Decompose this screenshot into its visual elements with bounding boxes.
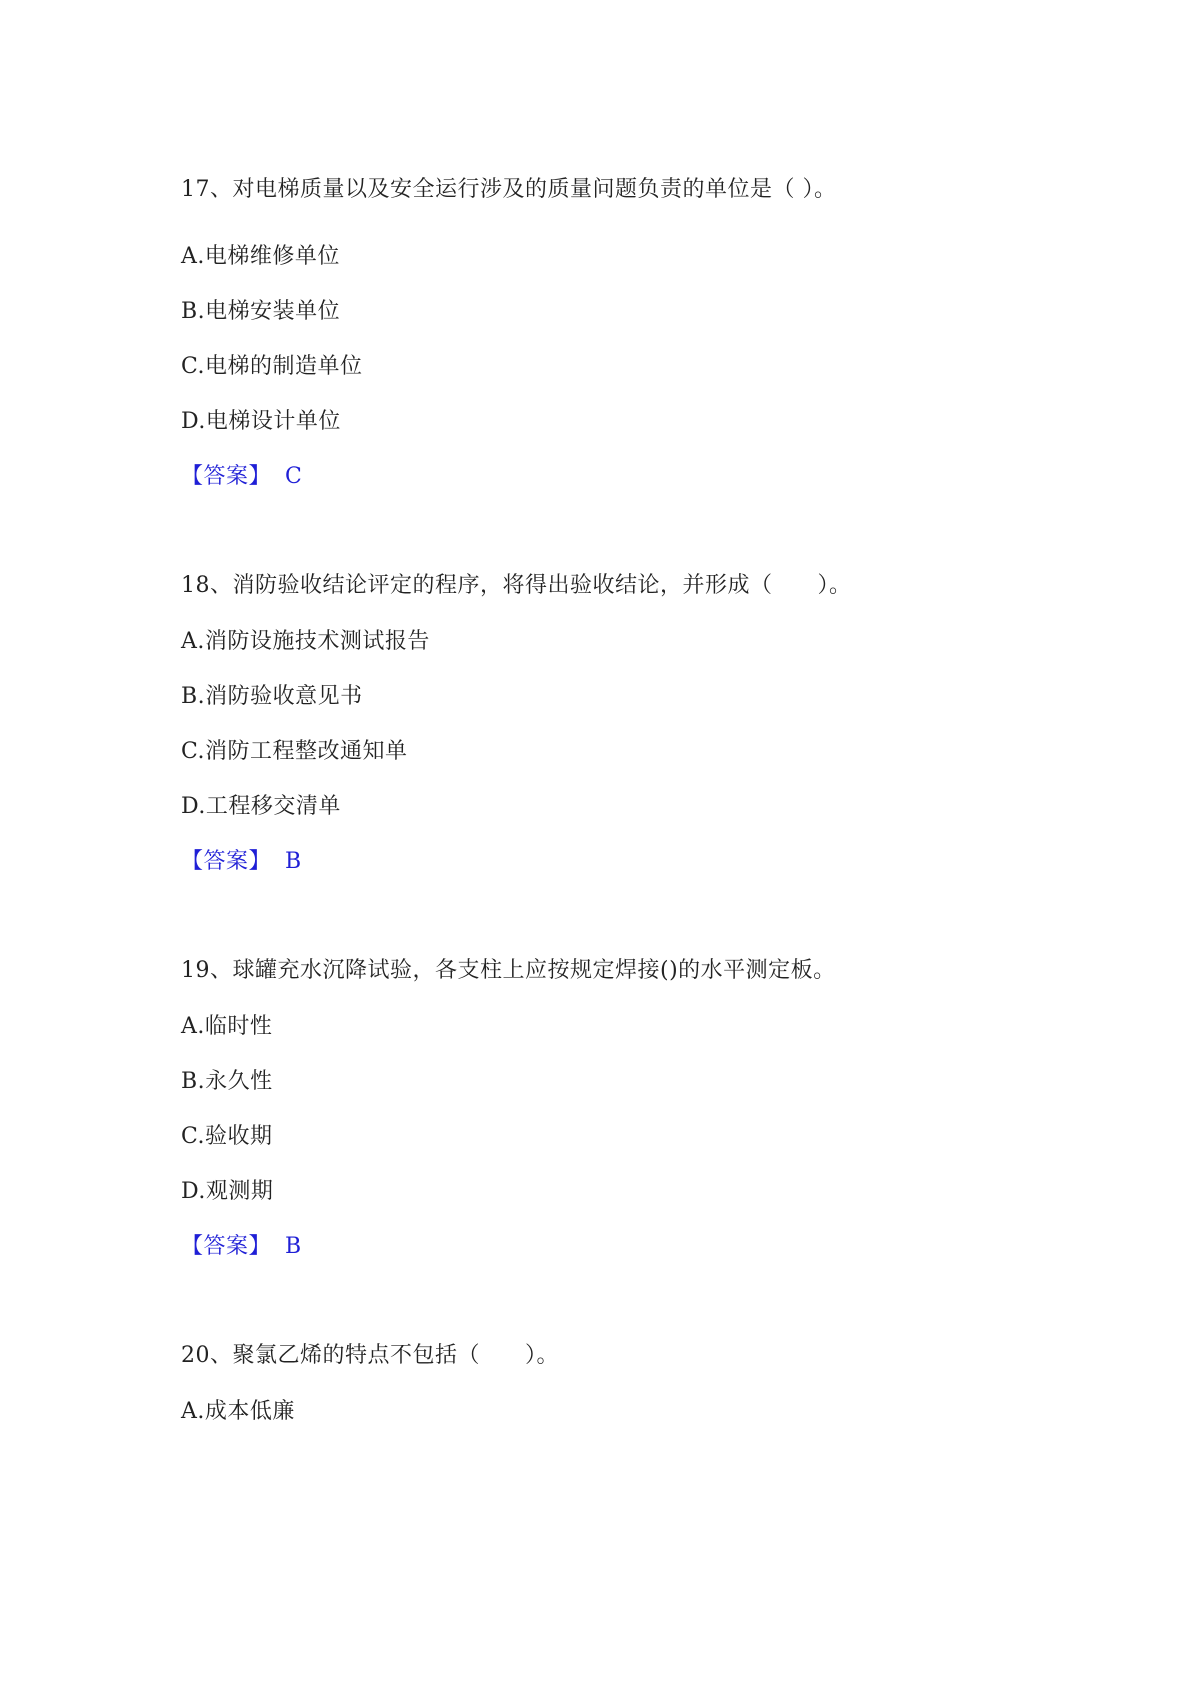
question-19-option-a: A.临时性 [181,1014,273,1039]
question-19-option-b: B.永久性 [181,1069,273,1094]
answer-value: B [285,849,302,874]
question-17-stem: 17、对电梯质量以及安全运行涉及的质量问题负责的单位是（ ）。 [181,177,837,202]
question-19-option-c: C.验收期 [181,1124,273,1149]
question-18-answer [181,847,302,877]
question-17-answer [181,462,302,492]
answer-label: 【答案】 [181,849,272,874]
question-17-option-a: A.电梯维修单位 [181,244,340,269]
answer-label: 【答案】 [181,464,272,489]
question-17-option-c: C.电梯的制造单位 [181,354,363,379]
question-18-option-b: B.消防验收意见书 [181,684,363,709]
answer-value: B [285,1234,302,1259]
question-18-stem: 18、消防验收结论评定的程序，将得出验收结论，并形成（ ）。 [181,573,852,598]
question-18-option-d: D.工程移交清单 [181,794,341,819]
question-18-option-a: A.消防设施技术测试报告 [181,629,430,654]
question-19-option-d: D.观测期 [181,1179,274,1204]
question-17-option-d: D.电梯设计单位 [181,409,341,434]
answer-value: C [285,464,303,489]
question-18-option-c: C.消防工程整改通知单 [181,739,408,764]
question-20-option-a: A.成本低廉 [181,1399,295,1424]
question-17-option-b: B.电梯安装单位 [181,299,341,324]
question-19-stem: 19、球罐充水沉降试验，各支柱上应按规定焊接()的水平测定板。 [181,958,836,983]
question-19-answer [181,1232,302,1262]
question-20-stem: 20、聚氯乙烯的特点不包括（ ）。 [181,1343,559,1368]
answer-label: 【答案】 [181,1234,272,1259]
